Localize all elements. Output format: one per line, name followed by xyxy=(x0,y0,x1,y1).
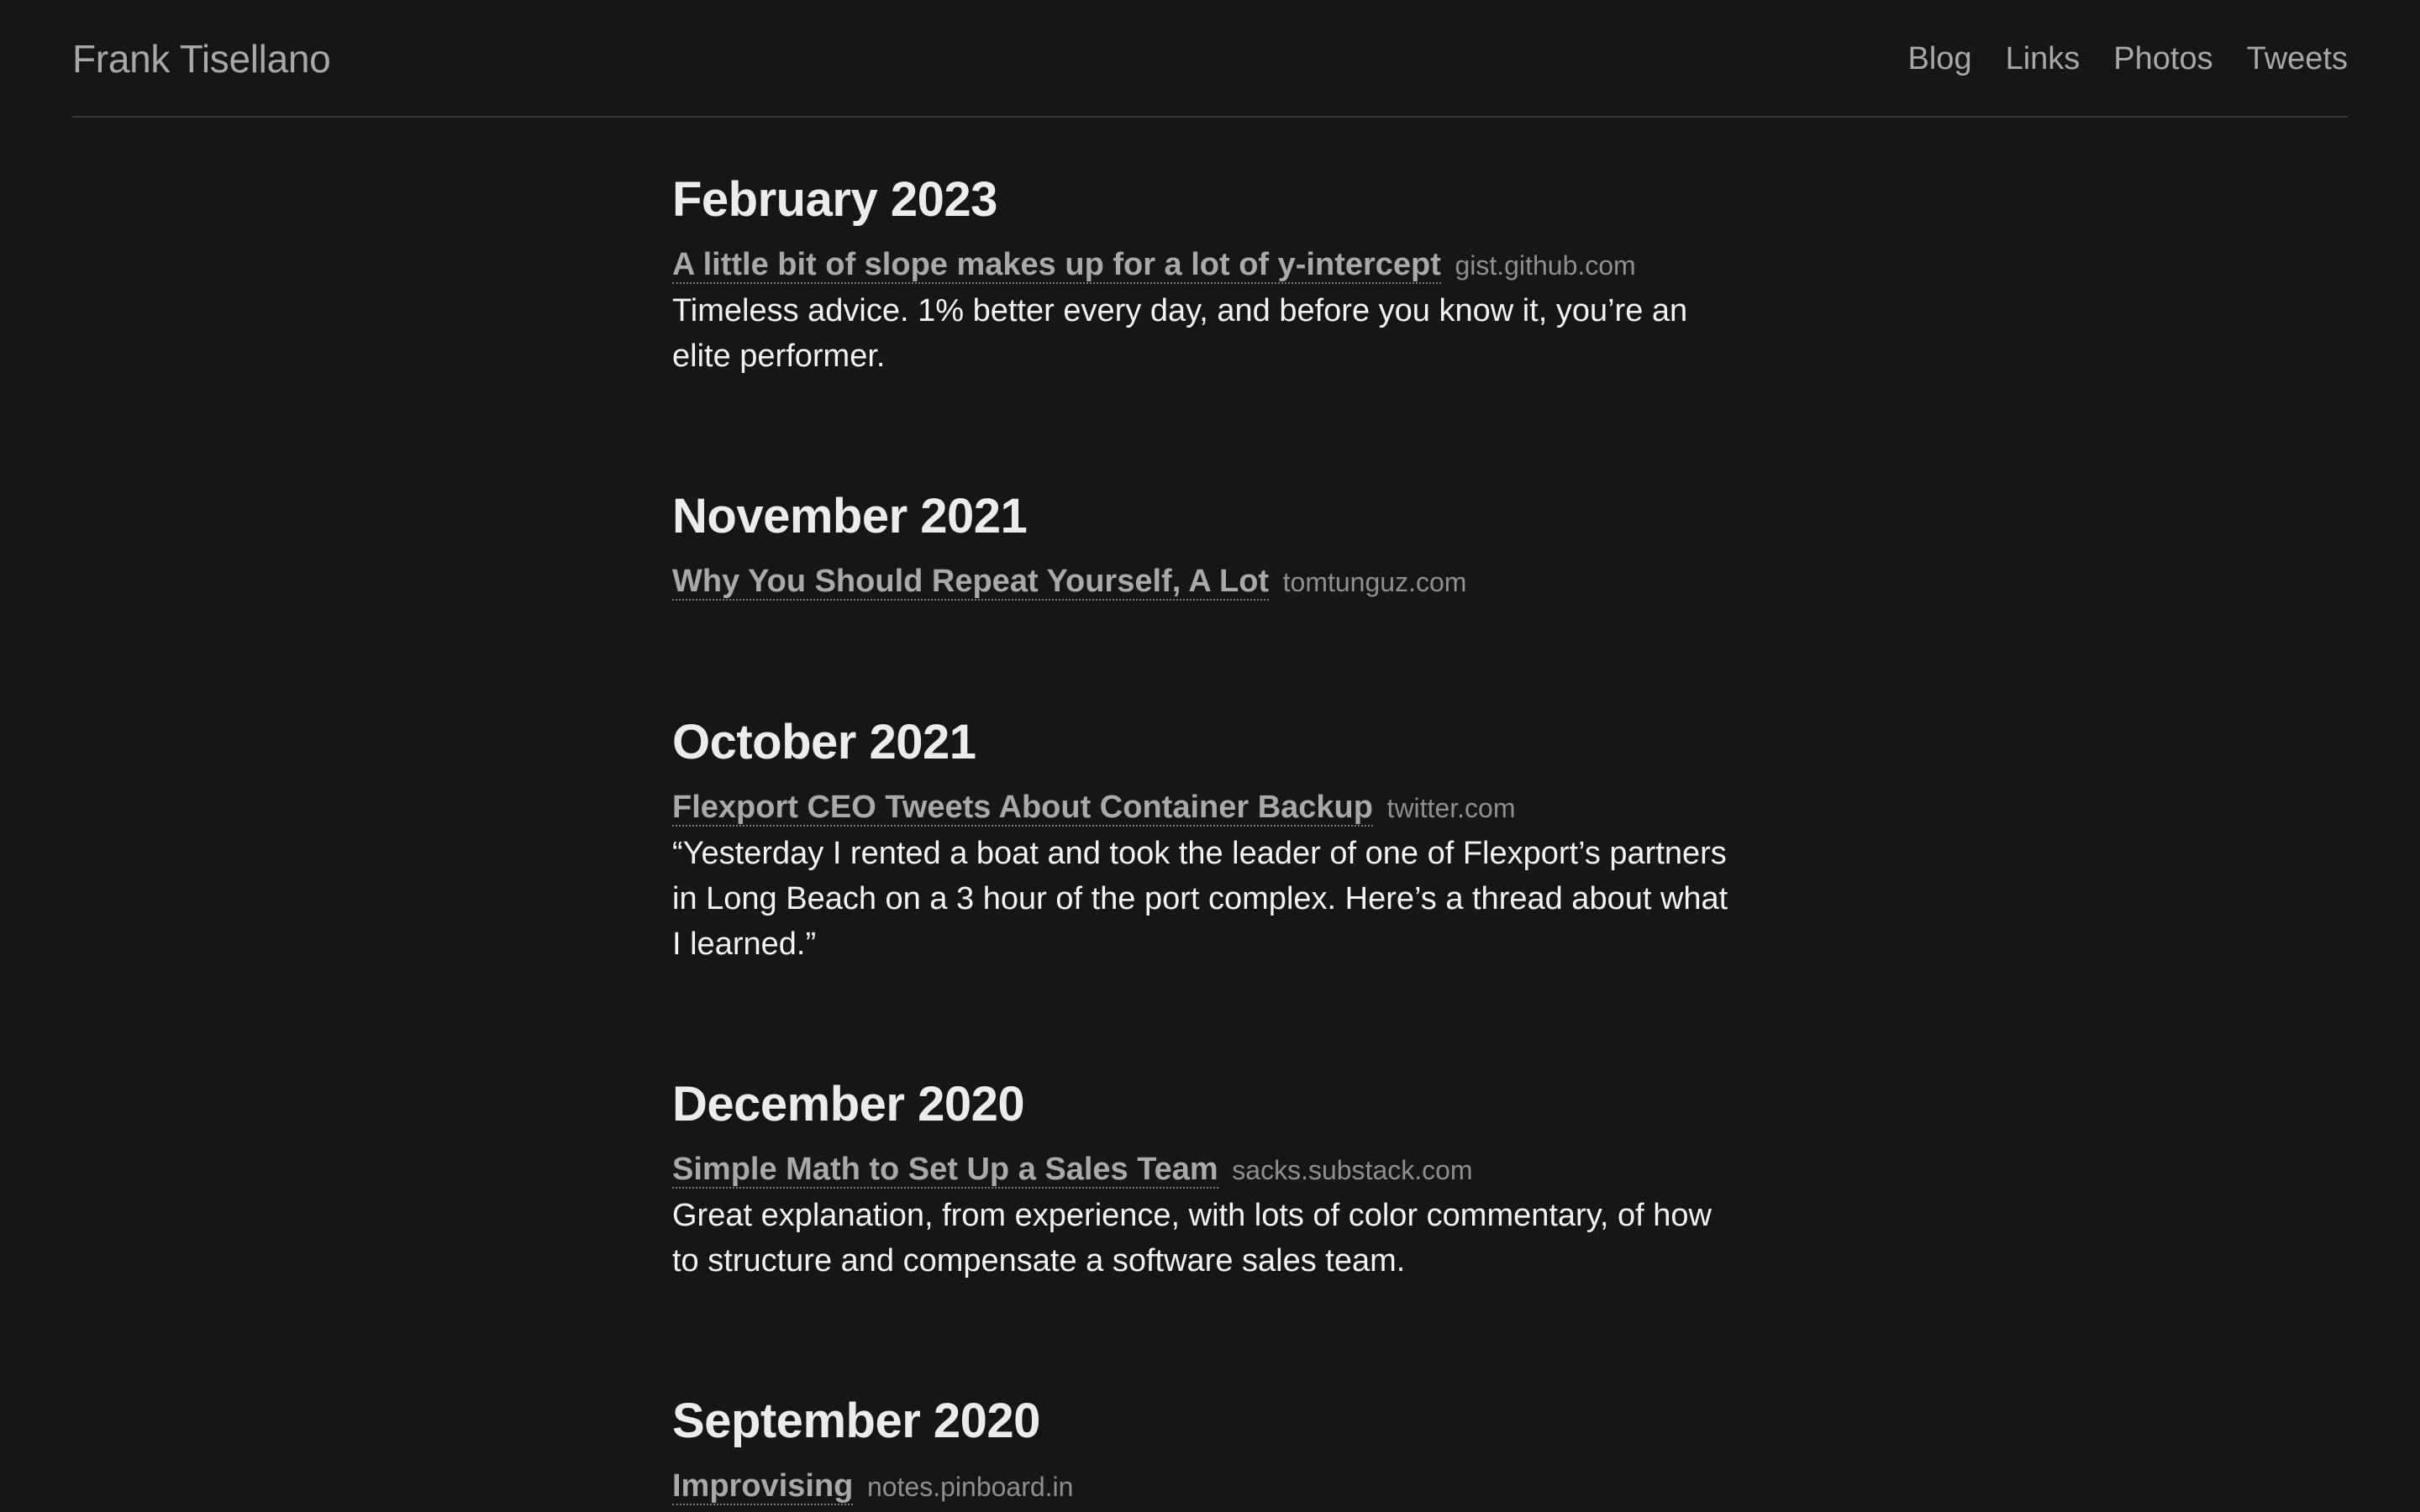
month-heading: September 2020 xyxy=(672,1394,1040,1448)
month-section xyxy=(672,168,1731,379)
entry-head xyxy=(672,1147,1731,1193)
section-spacer xyxy=(672,1284,1731,1389)
main-nav xyxy=(1908,34,2348,84)
entry-domain: twitter.com xyxy=(1386,793,1516,823)
month-heading: December 2020 xyxy=(672,1077,1025,1131)
link-entry xyxy=(672,242,1731,379)
entry-head xyxy=(672,1463,1731,1509)
link-entry xyxy=(672,785,1731,967)
entry-link[interactable]: A little bit of slope makes up for a lot of y-intercept xyxy=(672,247,1441,282)
entry-description: “Yesterday I rented a boat and took the leader of one of Flexport’s partners in Long Beach on a 3 hour of the port complex. Here’s a thread about what I learned.” xyxy=(672,836,1728,962)
site-title-link[interactable]: Frank Tisellano xyxy=(72,37,331,81)
entry-head xyxy=(672,559,1731,605)
entry-description: Timeless advice. 1% better every day, and before you know it, you’re an elite performer. xyxy=(672,293,1688,374)
nav-photos[interactable]: Photos xyxy=(2113,41,2213,76)
entry-head xyxy=(672,785,1731,831)
entry-link[interactable]: Flexport CEO Tweets About Container Backup xyxy=(672,790,1373,825)
entry-domain: gist.github.com xyxy=(1455,250,1636,281)
entry-link[interactable]: Simple Math to Set Up a Sales Team xyxy=(672,1152,1218,1187)
entry-description: Great explanation, from experience, with lots of color commentary, of how to structure and compensate a software sales team. xyxy=(672,1198,1712,1278)
entry-head xyxy=(672,242,1731,288)
entry-domain: tomtunguz.com xyxy=(1282,567,1467,597)
entry-domain: sacks.substack.com xyxy=(1232,1155,1473,1185)
links-list xyxy=(672,168,1731,1509)
month-section xyxy=(672,485,1731,605)
section-spacer xyxy=(672,379,1731,485)
section-spacer xyxy=(672,967,1731,1073)
month-section xyxy=(672,711,1731,967)
nav-blog[interactable]: Blog xyxy=(1907,41,1972,76)
entry-link[interactable]: Why You Should Repeat Yourself, A Lot xyxy=(672,564,1270,599)
link-entry xyxy=(672,1463,1731,1509)
month-section xyxy=(672,1073,1731,1284)
section-spacer xyxy=(672,605,1731,711)
month-section xyxy=(672,1389,1731,1509)
nav-links[interactable]: Links xyxy=(2005,41,2081,76)
entry-domain: notes.pinboard.in xyxy=(866,1472,1074,1502)
nav-tweets[interactable]: Tweets xyxy=(2246,41,2348,76)
link-entry xyxy=(672,1147,1731,1284)
month-heading: November 2021 xyxy=(672,489,1028,543)
month-heading: February 2023 xyxy=(672,172,997,227)
site-header xyxy=(72,0,2348,118)
month-heading: October 2021 xyxy=(672,715,976,769)
link-entry xyxy=(672,559,1731,605)
entry-link[interactable]: Improvising xyxy=(672,1468,854,1504)
